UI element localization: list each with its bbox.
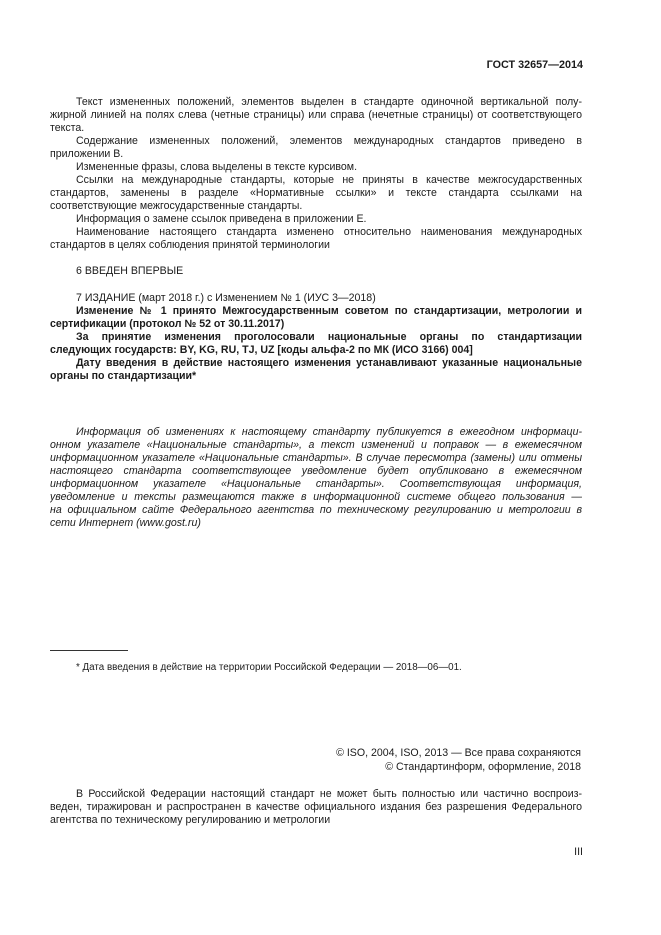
info-line: сети Интернет (www.gost.ru) [50, 517, 201, 529]
text-line: стандартов в целях соблюдения принятой терминологии [50, 239, 330, 251]
text-line: Информация о замене ссылок приведена в приложении Е. [76, 213, 367, 225]
text-line: Наименование настоящего стандарта изменено относительно наименования международных [76, 226, 582, 238]
copyright-line: © Стандартинформ, оформление, 2018 [385, 761, 581, 773]
amendment-line: Изменение № 1 принято Межгосударственным советом по стандартизации, метрологии и [76, 305, 582, 317]
amendment-line: Дату введения в действие настоящего изменения устанавливают указанные национальные [76, 357, 582, 369]
info-line: онном указателе «Национальные стандарты», а текст изменений и поправок — в ежемесячном [50, 439, 582, 451]
section-heading: 7 ИЗДАНИЕ (март 2018 г.) с Изменением № 1 (ИУС 3—2018) [76, 292, 376, 304]
notice-line: агентства по техническому регулированию и метрологии [50, 814, 331, 826]
section-heading: 6 ВВЕДЕН ВПЕРВЫЕ [76, 265, 184, 277]
info-line: уведомление и тексты размещаются также в информационной системе общего пользования — [50, 491, 582, 503]
text-line: стандартов, заменены в разделе «Нормативные ссылки» и тексте стандарта ссылками на [50, 187, 582, 199]
notice-line: веден, тиражирован и распространен в качестве официального издания без разрешения Федерального [50, 801, 582, 813]
text-line: Ссылки на международные стандарты, которые не приняты в качестве межгосударственных [76, 174, 582, 186]
info-line: Информация об изменениях к настоящему стандарту публикуется в ежегодном информаци- [76, 426, 582, 438]
text-line: Измененные фразы, слова выделены в тексте курсивом. [76, 161, 358, 173]
text-line: текста. [50, 122, 85, 134]
text-line: приложении В. [50, 148, 124, 160]
info-line: настоящего стандарта соответствующее уведомление будет опубликовано в ежемесячном [50, 465, 582, 477]
amendment-line: сертификации (протокол № 52 от 30.11.2017) [50, 318, 285, 330]
amendment-line: органы по стандартизации* [50, 370, 197, 382]
amendment-line: следующих государств: BY, KG, RU, TJ, UZ [коды альфа-2 по МК (ИСО 3166) 004] [50, 344, 473, 356]
copyright-line: © ISO, 2004, ISO, 2013 — Все права сохраняются [336, 747, 581, 759]
footnote: * Дата введения в действие на территории Российской Федерации — 2018—06—01. [76, 662, 462, 673]
text-line: Содержание измененных положений, элементов международных стандартов приведено в [76, 135, 582, 147]
info-line: информационном указателе «Национальные стандарты». В случае пересмотра (замены) или отмены [50, 452, 582, 464]
info-line: информационном указателе «Национальные стандарты». Соответствующая информация, [50, 478, 582, 490]
info-line: на официальном сайте Федерального агентства по техническому регулированию и метрологии в [50, 504, 582, 516]
footnote-rule [50, 650, 128, 651]
text-line: жирной линией на полях слева (четные страницы) или справа (нечетные страницы) от соответствующего [50, 109, 582, 121]
amendment-line: За принятие изменения проголосовали национальные органы по стандартизации [76, 331, 582, 343]
page-number: III [574, 846, 583, 858]
notice-line: В Российской Федерации настоящий стандарт не может быть полностью или частично воспроиз- [76, 788, 582, 800]
standard-code: ГОСТ 32657—2014 [486, 59, 583, 71]
text-line: соответствующие межгосударственные стандарты. [50, 200, 303, 212]
text-line: Текст измененных положений, элементов выделен в стандарте одиночной вертикальной полу- [76, 96, 582, 108]
